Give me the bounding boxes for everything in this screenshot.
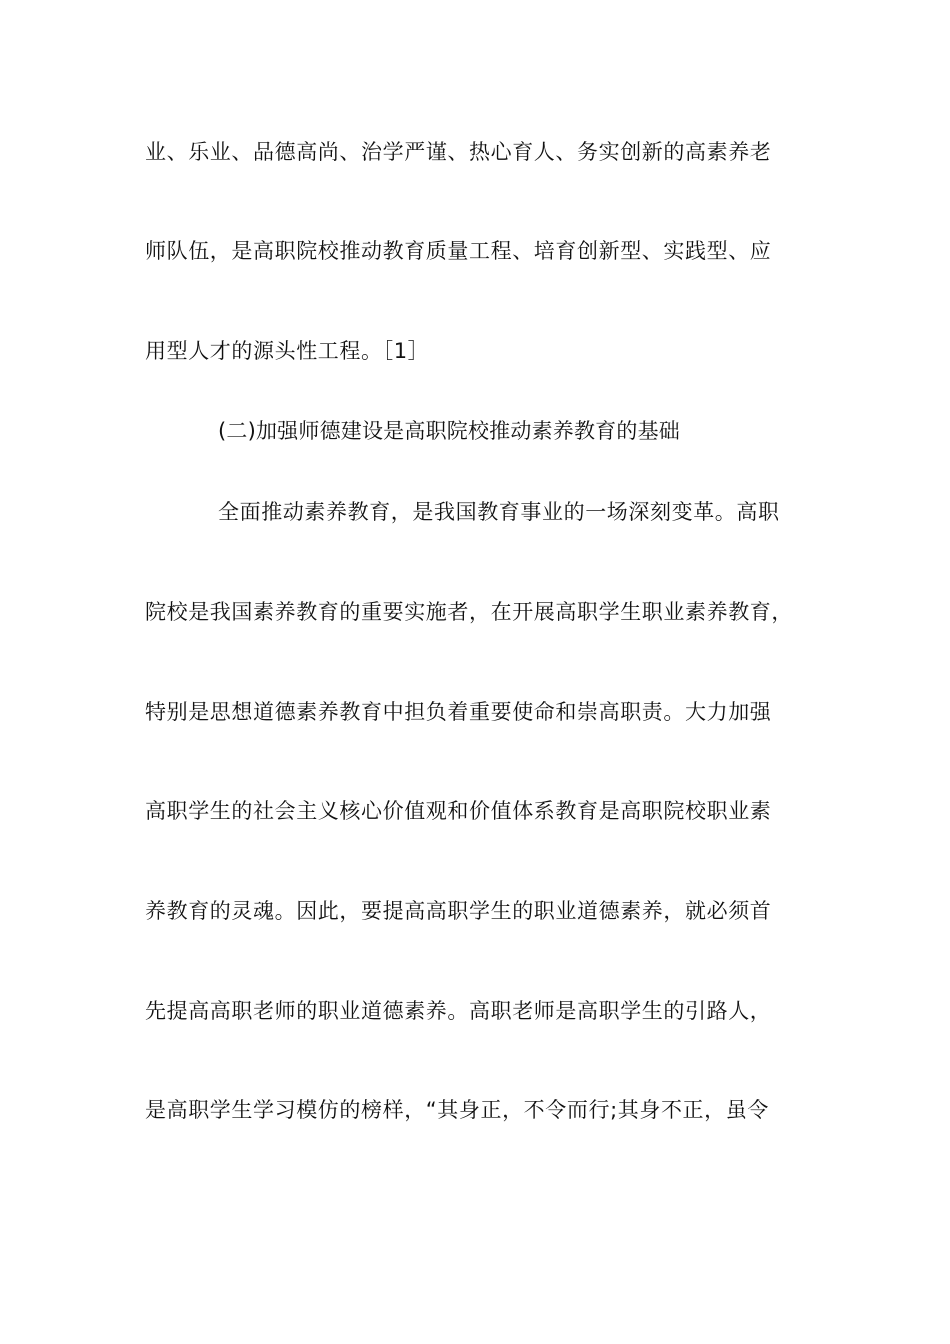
paragraph-line: 特别是思想道德素养教育中担负着重要使命和崇高职责。大力加强	[145, 700, 772, 724]
paragraph-line: 全面推动素养教育，是我国教育事业的一场深刻变革。高职	[218, 500, 780, 524]
paragraph-line: 院校是我国素养教育的重要实施者，在开展高职学生职业素养教育，	[145, 600, 793, 624]
paragraph-line: 先提高高职老师的职业道德素养。高职老师是高职学生的引路人，	[145, 999, 772, 1023]
paragraph-line: 养教育的灵魂。因此，要提高高职学生的职业道德素养，就必须首	[145, 899, 772, 923]
paragraph-line: 业、乐业、品德高尚、治学严谨、热心育人、务实创新的高素养老	[145, 140, 772, 164]
paragraph-line: 是高职学生学习模仿的榜样，“其身正，不令而行;其身不正，虽令	[145, 1098, 769, 1122]
paragraph-line: 高职学生的社会主义核心价值观和价值体系教育是高职院校职业素	[145, 799, 772, 823]
paragraph-line: 用型人才的源头性工程。［1］	[145, 339, 430, 363]
section-heading: (二)加强师德建设是高职院校推动素养教育的基础	[218, 419, 680, 443]
paragraph-line: 师队伍，是高职院校推动教育质量工程、培育创新型、实践型、应	[145, 239, 772, 263]
